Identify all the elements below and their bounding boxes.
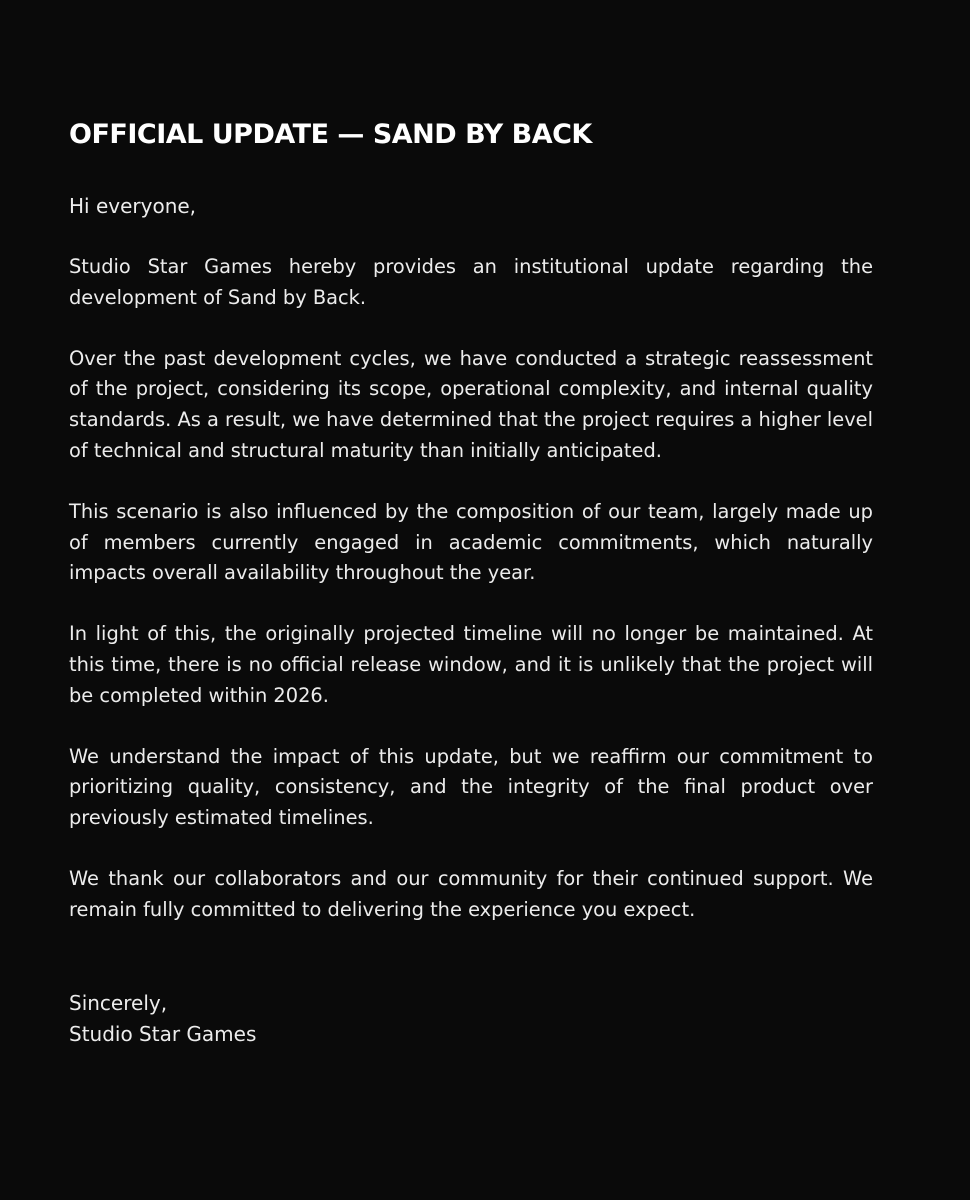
- paragraph-team: This scenario is also influenced by the composition of our team, largely made up of members currently engaged in academic commitments, which naturally impacts overall availability throughout the year.: [69, 499, 873, 585]
- closing-signature: Studio Star Games: [69, 1021, 257, 1046]
- letter-greeting: Hi everyone,: [69, 194, 197, 218]
- paragraph-thanks: We thank our collaborators and our community for their continued support. We remain fully committed to delivering the experience you expect.: [69, 866, 873, 921]
- letter-title: OFFICIAL UPDATE — SAND BY BACK: [69, 119, 592, 150]
- closing-signoff: Sincerely,: [69, 990, 168, 1015]
- update-letter: [69, 117, 873, 1050]
- paragraph-timeline: In light of this, the originally projected timeline will no longer be maintained. At this time, there is no official release window, and it is unlikely that the project will be completed within 2026.: [69, 622, 873, 707]
- paragraph-commitment: We understand the impact of this update, but we reaffirm our commitment to prioritizing quality, consistency, and the integrity of the final product over previously estimated timelines.: [69, 744, 873, 830]
- letter-closing: [69, 988, 873, 1050]
- paragraph-intro: Studio Star Games hereby provides an institutional update regarding the development of Sand by Back.: [69, 255, 873, 309]
- paragraph-reassessment: Over the past development cycles, we have conducted a strategic reassessment of the project, considering its scope, operational complexity, and internal quality standards. As a result, we have determined that the project requires a higher level of technical and structural maturity than initially anticipated.: [69, 346, 873, 462]
